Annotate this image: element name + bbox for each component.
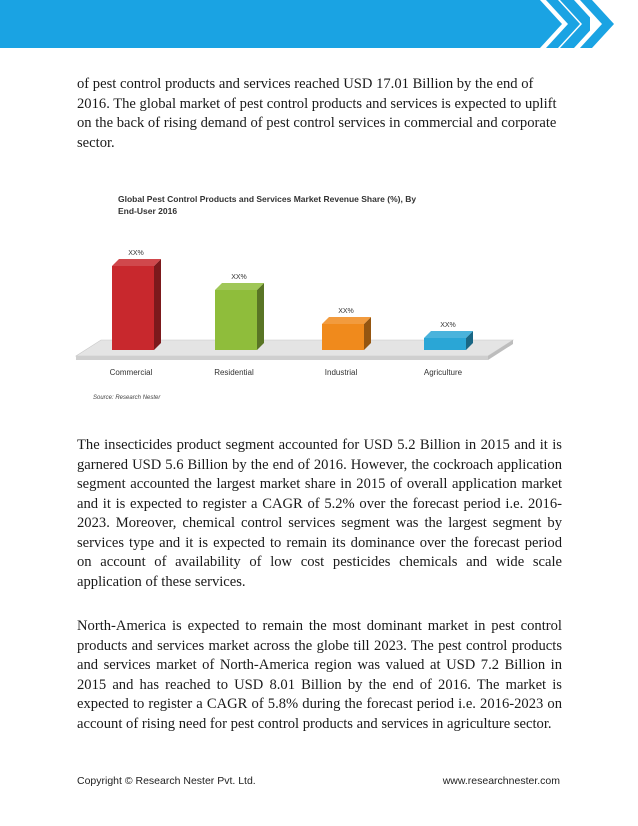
intro-paragraph: of pest control products and services reached USD 17.01 Billion by the end of 2016. The global market of pest control products and services is expected to uplift on the back of rising demand of pest control services in commercial and corporate sector. <box>77 76 557 151</box>
header-bar <box>0 0 590 48</box>
category-label-residential: Residential <box>214 368 254 377</box>
bar-side-residential <box>257 283 264 350</box>
category-label-commercial: Commercial <box>109 368 153 377</box>
bar-top-agriculture <box>424 331 473 338</box>
bar-top-industrial <box>322 317 371 324</box>
north-america-paragraph: North-America is expected to remain the most dominant market in pest control products and services market across the globe till 2023. The pest control products and services market of North-America region was valued at USD 7.2 Billion in 2015 and has reached to USD 8.01 Billion by the end of 2016. The market is expected to register a CAGR of 5.8% during the forecast period i.e. 2016-2023 on account of rising need for pest control products and services in agriculture sector. <box>77 618 562 732</box>
product-segment-paragraph: The insecticides product segment accounted for USD 5.2 Billion in 2015 and it is garnered USD 5.6 Billion by the end of 2016. However, the cockroach application segment accounted the largest market share in 2015 of overall application market and it is expected to register a CAGR of 5.2% over the forecast period i.e. 2016-2023. Moreover, chemical control services segment was the largest segment by services type and it is expected to remain its dominance over the forecast period on account of availability of low cost pesticides chemicals and wide scale application of these services. <box>77 437 562 590</box>
chart-floor-edge <box>76 356 488 360</box>
data-label-agriculture: XX% <box>440 322 456 329</box>
chart-title: Global Pest Control Products and Services Market Revenue Share (%), By End-User 2016 <box>118 194 417 216</box>
market-share-chart <box>73 180 568 420</box>
bar-residential <box>215 290 257 350</box>
data-label-residential: XX% <box>231 274 247 281</box>
chart-source: Source: Research Nester <box>93 395 161 401</box>
bar-industrial <box>322 324 364 350</box>
category-label-industrial: Industrial <box>324 368 358 377</box>
chart-canvas <box>73 180 568 420</box>
footer-website[interactable]: www.researchnester.com <box>442 775 560 787</box>
bar-top-commercial <box>112 259 161 266</box>
bar-top-residential <box>215 283 264 290</box>
category-label-agriculture: Agriculture <box>423 368 463 377</box>
data-label-commercial: XX% <box>128 250 144 257</box>
double-chevron-icon <box>540 0 638 48</box>
data-label-industrial: XX% <box>338 308 354 315</box>
bar-agriculture <box>424 338 466 350</box>
bar-commercial <box>112 266 154 350</box>
footer-copyright: Copyright © Research Nester Pvt. Ltd. <box>77 775 256 787</box>
bar-side-commercial <box>154 259 161 350</box>
